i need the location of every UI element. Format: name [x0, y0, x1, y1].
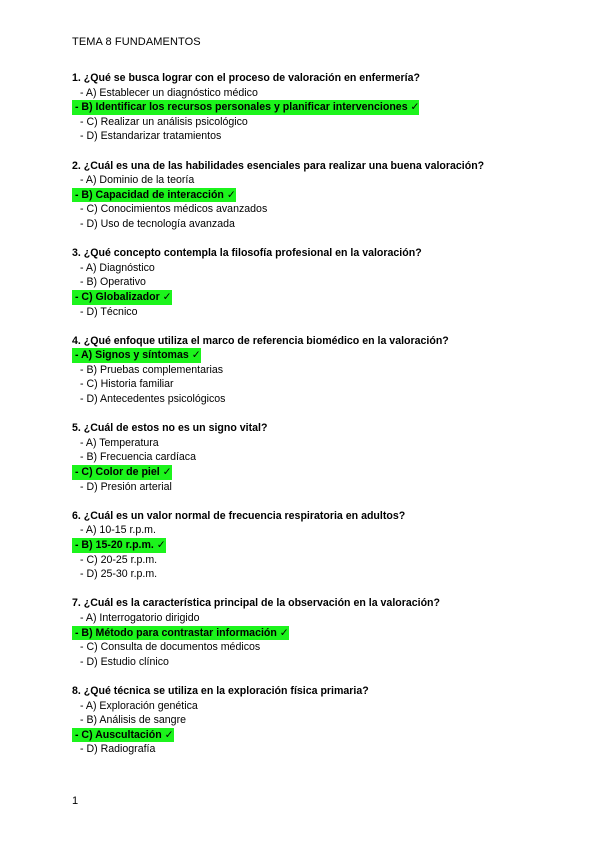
answer-option: - D) Técnico — [80, 305, 138, 318]
document-header: TEMA 8 FUNDAMENTOS — [72, 36, 201, 48]
answer-option: - D) Estandarizar tratamientos — [80, 130, 222, 143]
correct-answer-option: - B) 15-20 r.p.m. ✓ — [72, 538, 542, 553]
answer-option: - C) Consulta de documentos médicos — [80, 641, 261, 654]
question-text: 5. ¿Cuál de estos no es un signo vital? — [72, 422, 268, 435]
answer-option: - A) Exploración genética — [80, 699, 198, 712]
question-text: 8. ¿Qué técnica se utiliza en la exploración física primaria? — [72, 684, 369, 697]
quiz-content — [72, 71, 542, 772]
question-block — [72, 71, 542, 144]
correct-answer-option: - C) Color de piel ✓ — [72, 465, 542, 480]
correct-answer-option: - B) Capacidad de interacción ✓ — [72, 188, 542, 203]
question-block — [72, 509, 542, 582]
question-text: 3. ¿Qué concepto contempla la filosofía profesional en la valoración? — [72, 247, 422, 260]
answer-option: - A) Establecer un diagnóstico médico — [80, 86, 258, 99]
answer-option: - A) Interrogatorio dirigido — [80, 611, 200, 624]
answer-option: - A) 10-15 r.p.m. — [80, 524, 156, 537]
question-block — [72, 596, 542, 669]
question-block — [72, 421, 542, 494]
page-number: 1 — [72, 795, 79, 807]
question-text: 4. ¿Qué enfoque utiliza el marco de referencia biomédico en la valoración? — [72, 334, 449, 347]
answer-option: - B) Pruebas complementarias — [80, 363, 224, 376]
answer-option: - A) Temperatura — [80, 436, 159, 449]
question-block — [72, 684, 542, 757]
question-block — [72, 159, 542, 232]
question-block — [72, 334, 542, 407]
answer-option: - B) Frecuencia cardíaca — [80, 451, 196, 464]
correct-answer-option: - C) Auscultación ✓ — [72, 728, 542, 743]
answer-option: - B) Análisis de sangre — [80, 714, 186, 727]
answer-option: - C) Conocimientos médicos avanzados — [80, 203, 268, 216]
question-text: 7. ¿Cuál es la característica principal de la observación en la valoración? — [72, 597, 440, 610]
answer-option: - D) Estudio clínico — [80, 655, 169, 668]
answer-option: - D) Presión arterial — [80, 480, 172, 493]
answer-option: - C) 20-25 r.p.m. — [80, 553, 158, 566]
correct-answer-option: - B) Identificar los recursos personales y planificar intervenciones ✓ — [72, 100, 542, 115]
answer-option: - A) Diagnóstico — [80, 261, 155, 274]
question-text: 6. ¿Cuál es un valor normal de frecuencia respiratoria en adultos? — [72, 509, 406, 522]
answer-option: - D) 25-30 r.p.m. — [80, 568, 158, 581]
correct-answer-option: - A) Signos y síntomas ✓ — [72, 348, 542, 363]
answer-option: - C) Realizar un análisis psicológico — [80, 115, 248, 128]
correct-answer-option: - B) Método para contrastar información ✓ — [72, 626, 542, 641]
question-block — [72, 246, 542, 319]
answer-option: - B) Operativo — [80, 276, 146, 289]
answer-option: - D) Radiografía — [80, 743, 156, 756]
answer-option: - A) Dominio de la teoría — [80, 174, 195, 187]
answer-option: - D) Uso de tecnología avanzada — [80, 217, 235, 230]
correct-answer-option: - C) Globalizador ✓ — [72, 290, 542, 305]
question-text: 2. ¿Cuál es una de las habilidades esenciales para realizar una buena valoración? — [72, 159, 485, 172]
answer-option: - C) Historia familiar — [80, 378, 174, 391]
answer-option: - D) Antecedentes psicológicos — [80, 393, 226, 406]
question-text: 1. ¿Qué se busca lograr con el proceso de valoración en enfermería? — [72, 72, 420, 84]
